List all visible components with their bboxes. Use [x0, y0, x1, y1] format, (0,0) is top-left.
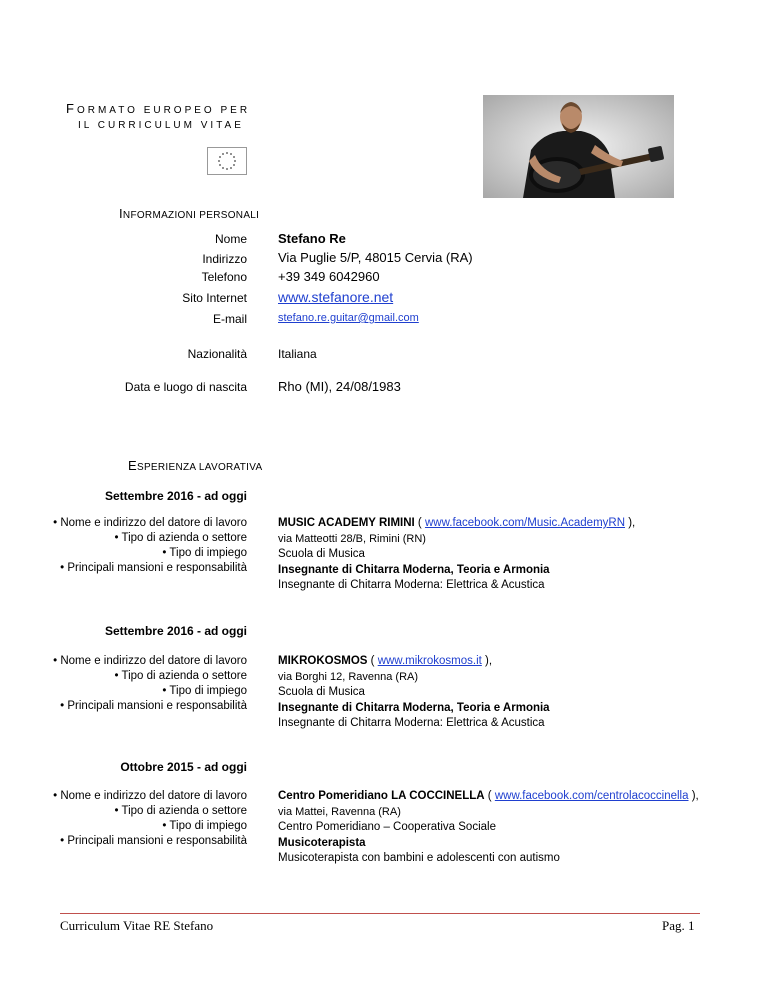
- employer-name: MIKROKOSMOS: [278, 655, 368, 667]
- label-employer: • Nome e indirizzo del datore di lavoro: [53, 517, 247, 529]
- label-employer: • Nome e indirizzo del datore di lavoro: [53, 655, 247, 667]
- entry-values: [278, 789, 698, 867]
- job-type: Musicoterapista: [278, 836, 366, 849]
- duties: Musicoterapista con bambini e adolescenti con autismo: [278, 852, 560, 864]
- label-duties: • Principali mansioni e responsabilità: [60, 835, 247, 847]
- entry-labels: [47, 516, 247, 576]
- employer-address: via Borghi 12, Ravenna (RA): [278, 670, 419, 683]
- paren-close: ),: [625, 517, 636, 529]
- paren-close: ),: [481, 655, 493, 667]
- section-title-personal-info: INFORMAZIONI PERSONALI: [119, 206, 260, 221]
- website-link[interactable]: www.stefanore.net: [278, 289, 394, 305]
- entry-values: [278, 654, 698, 732]
- footer-title: Curriculum Vitae RE Stefano: [60, 918, 214, 933]
- label-website: Sito Internet: [182, 291, 247, 305]
- employer-link[interactable]: www.mikrokosmos.it: [377, 655, 482, 667]
- paren-open: (: [484, 790, 495, 802]
- employer-link[interactable]: www.facebook.com/centrolacoccinella: [494, 790, 689, 802]
- duties: Insegnante di Chitarra Moderna: Elettrica & Acustica: [278, 717, 545, 729]
- value-address: Via Puglie 5/P, 48015 Cervia (RA): [278, 250, 473, 265]
- label-phone: Telefono: [201, 270, 247, 284]
- entry-date: Settembre 2016 - ad oggi: [104, 489, 247, 503]
- value-nationality: Italiana: [278, 347, 317, 361]
- employer-name: Centro Pomeridiano LA COCCINELLA: [278, 790, 485, 802]
- employer-link[interactable]: www.facebook.com/Music.AcademyRN: [424, 517, 626, 529]
- label-address: Indirizzo: [202, 252, 247, 266]
- label-job: • Tipo di impiego: [162, 685, 247, 697]
- label-employer: • Nome e indirizzo del datore di lavoro: [53, 790, 247, 802]
- format-title-line1: FORMATO EUROPEO PER: [66, 101, 251, 116]
- value-name: Stefano Re: [278, 231, 346, 246]
- label-sector: • Tipo di azienda o settore: [114, 805, 247, 817]
- value-phone: +39 349 6042960: [278, 269, 380, 284]
- section-title-work-experience: ESPERIENZA LAVORATIVA: [128, 458, 263, 473]
- footer-rule: [60, 913, 700, 914]
- label-duties: • Principali mansioni e responsabilità: [60, 700, 247, 712]
- value-birth: Rho (MI), 24/08/1983: [278, 379, 401, 394]
- job-type: Insegnante di Chitarra Moderna, Teoria e Armonia: [278, 701, 550, 714]
- employer-address: via Mattei, Ravenna (RA): [278, 805, 401, 818]
- employer-address: via Matteotti 28/B, Rimini (RN): [278, 532, 426, 545]
- employer-name: MUSIC ACADEMY RIMINI: [278, 517, 415, 529]
- entry-values: [278, 516, 698, 594]
- label-job: • Tipo di impiego: [162, 820, 247, 832]
- employer-sector: Centro Pomeridiano – Cooperativa Sociale: [278, 821, 496, 833]
- label-birth: Data e luogo di nascita: [124, 380, 247, 394]
- label-name: Nome: [214, 232, 247, 246]
- entry-labels: [47, 654, 247, 714]
- duties: Insegnante di Chitarra Moderna: Elettrica & Acustica: [278, 579, 545, 591]
- employer-sector: Scuola di Musica: [278, 548, 365, 560]
- paren-open: (: [367, 655, 378, 667]
- label-sector: • Tipo di azienda o settore: [114, 532, 247, 544]
- label-nationality: Nazionalità: [187, 347, 247, 361]
- label-email: E-mail: [212, 312, 247, 326]
- page-number: Pag. 1: [662, 918, 695, 933]
- job-type: Insegnante di Chitarra Moderna, Teoria e Armonia: [278, 563, 550, 576]
- entry-date: Ottobre 2015 - ad oggi: [120, 760, 247, 774]
- entry-date: Settembre 2016 - ad oggi: [104, 624, 247, 638]
- format-title-line2: IL CURRICULUM VITAE: [78, 120, 244, 131]
- eu-flag-icon: [207, 147, 247, 175]
- label-job: • Tipo di impiego: [162, 547, 247, 559]
- employer-sector: Scuola di Musica: [278, 686, 365, 698]
- label-duties: • Principali mansioni e responsabilità: [60, 562, 247, 574]
- paren-open: (: [414, 517, 425, 529]
- label-sector: • Tipo di azienda o settore: [114, 670, 247, 682]
- profile-photo: [483, 95, 674, 198]
- paren-close: ),: [688, 790, 699, 802]
- email-link[interactable]: stefano.re.guitar@gmail.com: [278, 312, 419, 324]
- entry-labels: [47, 789, 247, 849]
